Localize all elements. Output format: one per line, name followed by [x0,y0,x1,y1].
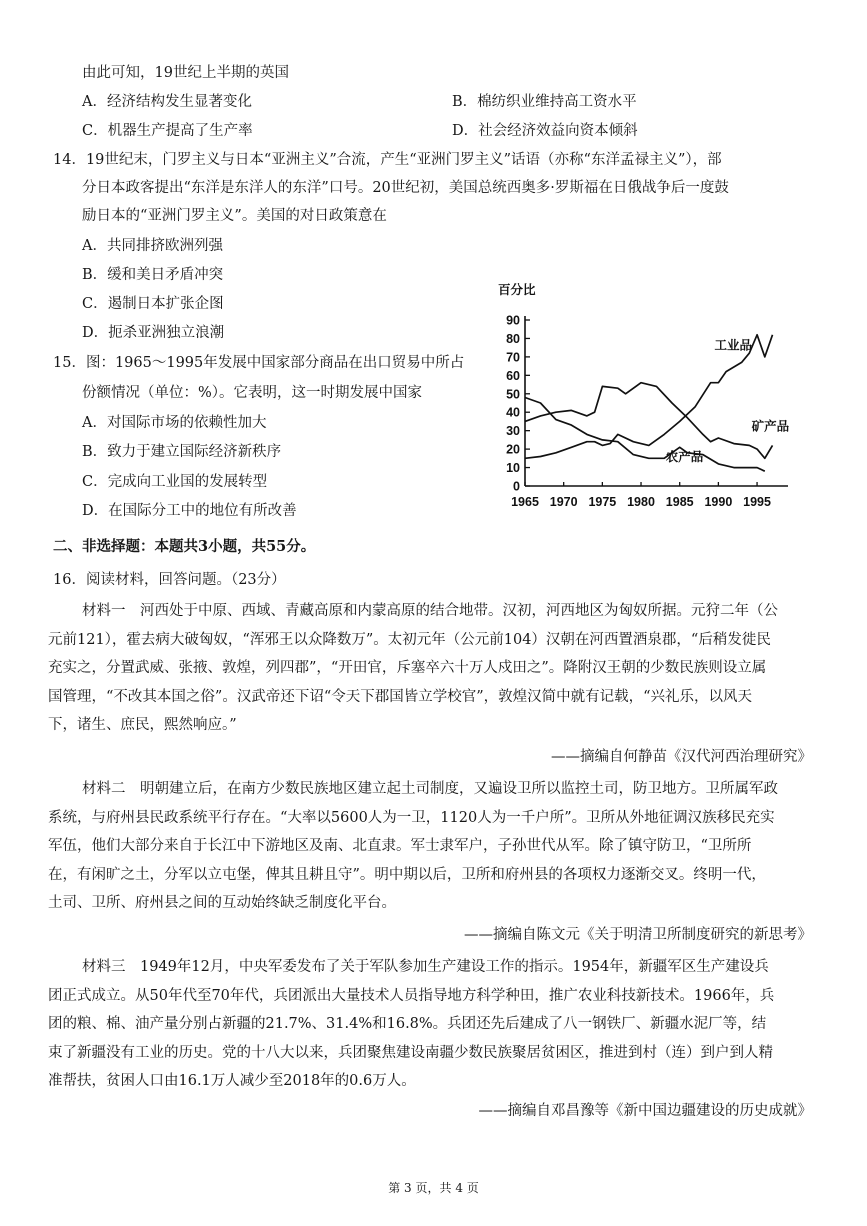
q15-line-1: 15．图：1965～1995年发展中国家部分商品在出口贸易中所占 [53,355,465,371]
chart-y-axis-label: 百分比 [498,283,536,297]
q15-option-d: D．在国际分工中的地位有所改善 [82,503,297,519]
agricultural-goods-line [525,398,765,472]
section-2-heading: 二、非选择题：本题共3小题，共55分。 [53,538,316,555]
x-tick-label: 1970 [549,495,578,509]
q14-line-1: 14．19世纪末，门罗主义与日本“亚洲主义”合流，产生“亚洲门罗主义”话语（亦称“东洋孟禄主义”），部 [53,152,722,168]
q14-line-2: 分日本政客提出“东洋是东洋人的东洋”口号。20世纪初，美国总统西奥多·罗斯福在日俄战争后一度鼓 [82,180,729,196]
y-tick-label: 30 [506,424,520,439]
x-tick-label: 1985 [665,495,694,509]
material-1-source: ——摘编自何静苗《汉代河西治理研究》 [551,749,812,765]
x-tick-label: 1980 [627,495,655,509]
y-tick-label: 10 [506,461,520,476]
q14-line-3: 励日本的“亚洲门罗主义”。美国的对日政策意在 [82,208,387,224]
material-1: 材料一 河西处于中原、西域、青藏高原和内蒙高原的结合地带。汉初，河西地区为匈奴所据。元狩二年（公元前121），霍去病大破匈奴，“浑邪王以众降数万”。太初元年（公元前104）汉朝在河西置酒泉郡，“后稍发徙民充实之，分置武威、张掖、敦煌，列四郡”，“开田官，斥塞卒六十万人戍田之”。降附汉王朝的少数民族则设立属国管理，“不改其本国之俗”。汉武帝还下诏“令天下郡国皆立学校官”，敦煌汉简中就有记载，“兴礼乐，以风天下，诸生、庶民，熙然响应。” [48,603,778,733]
x-tick-label: 1995 [743,495,771,509]
q13-option-a: A．经济结构发生显著变化 [82,94,252,110]
y-tick-label: 0 [513,479,520,494]
material-3: 材料三 1949年12月，中央军委发布了关于军队参加生产建设工作的指示。1954年，新疆军区生产建设兵团正式成立。从50年代至70年代，兵团派出大量技术人员指导地方科学种田，推广农业科技新技术。1966年，兵团的粮、棉、油产量分别占新疆的21.7%、31.4%和16.8%。兵团还先后建成了八一钢铁厂、新疆水泥厂等，结束了新疆没有工业的历史。党的十八大以来，兵团聚焦建设南疆少数民族聚居贫困区，推进到村（连）到户到人精准帮扶，贫困人口由16.1万人减少至2018年的0.6万人。 [48,959,775,1089]
q15-option-c: C．完成向工业国的发展转型 [82,474,268,490]
y-tick-label: 40 [506,405,520,420]
chart-series-labels [666,339,790,465]
q13-option-b: B．棉纺织业维持高工资水平 [452,94,637,110]
x-tick-label: 1975 [588,495,617,509]
y-tick-label: 70 [506,350,520,365]
agricultural-goods-label: 农产品 [665,450,704,465]
export-share-line-chart [492,274,808,514]
y-tick-label: 20 [506,442,520,457]
question-13-stem-tail: 由此可知，19世纪上半期的英国 [82,65,289,81]
y-tick-label: 80 [506,331,520,346]
x-tick-label: 1965 [511,495,539,509]
q13-option-d: D．社会经济效益向资本倾斜 [452,123,638,139]
q15-option-b: B．致力于建立国际经济新秩序 [82,444,282,460]
q14-option-d: D．扼杀亚洲独立浪潮 [82,325,225,341]
mineral-goods-label: 矿产品 [751,419,790,434]
mineral-goods-line [525,383,773,459]
page-footer: 第 3 页，共 4 页 [388,1181,479,1195]
industrial-goods-label: 工业品 [714,338,753,353]
chart-series-lines [525,335,773,471]
q14-option-b: B．缓和美日矛盾冲突 [82,267,224,283]
q14-option-c: C．遏制日本扩张企图 [82,296,224,312]
industrial-goods-line [525,335,773,459]
material-2: 材料二 明朝建立后，在南方少数民族地区建立起土司制度，又遍设卫所以监控土司，防卫地方。卫所属军政系统，与府州县民政系统平行存在。“大率以5600人为一卫，1120人为一千户所”。卫所从外地征调汉族移民充实军伍，他们大部分来自于长江中下游地区及南、北直隶。军士隶军户，子孙世代从军。除了镇守防卫，“卫所所在，有闲旷之土，分军以立屯堡，俾其且耕且守”。明中期以后，卫所和府州县的各项权力逐渐交叉。终明一代，土司、卫所、府州县之间的互动始终缺乏制度化平台。 [48,781,778,911]
y-tick-label: 50 [506,387,520,402]
y-tick-label: 60 [506,368,520,383]
q15-line-2: 份额情况（单位：%）。它表明，这一时期发展中国家 [82,385,423,401]
material-3-source: ——摘编自邓昌豫等《新中国边疆建设的历史成就》 [478,1103,812,1119]
material-2-source: ——摘编自陈文元《关于明清卫所制度研究的新思考》 [464,927,812,943]
q13-option-c: C．机器生产提高了生产率 [82,123,253,139]
x-tick-label: 1990 [704,495,733,509]
q15-option-a: A．对国际市场的依赖性加大 [82,415,267,431]
q16-title: 16．阅读材料，回答问题。（23分） [53,572,286,588]
y-tick-label: 90 [506,313,520,328]
chart-y-ticks [506,314,530,494]
q14-option-a: A．共同排挤欧洲列强 [82,238,223,254]
